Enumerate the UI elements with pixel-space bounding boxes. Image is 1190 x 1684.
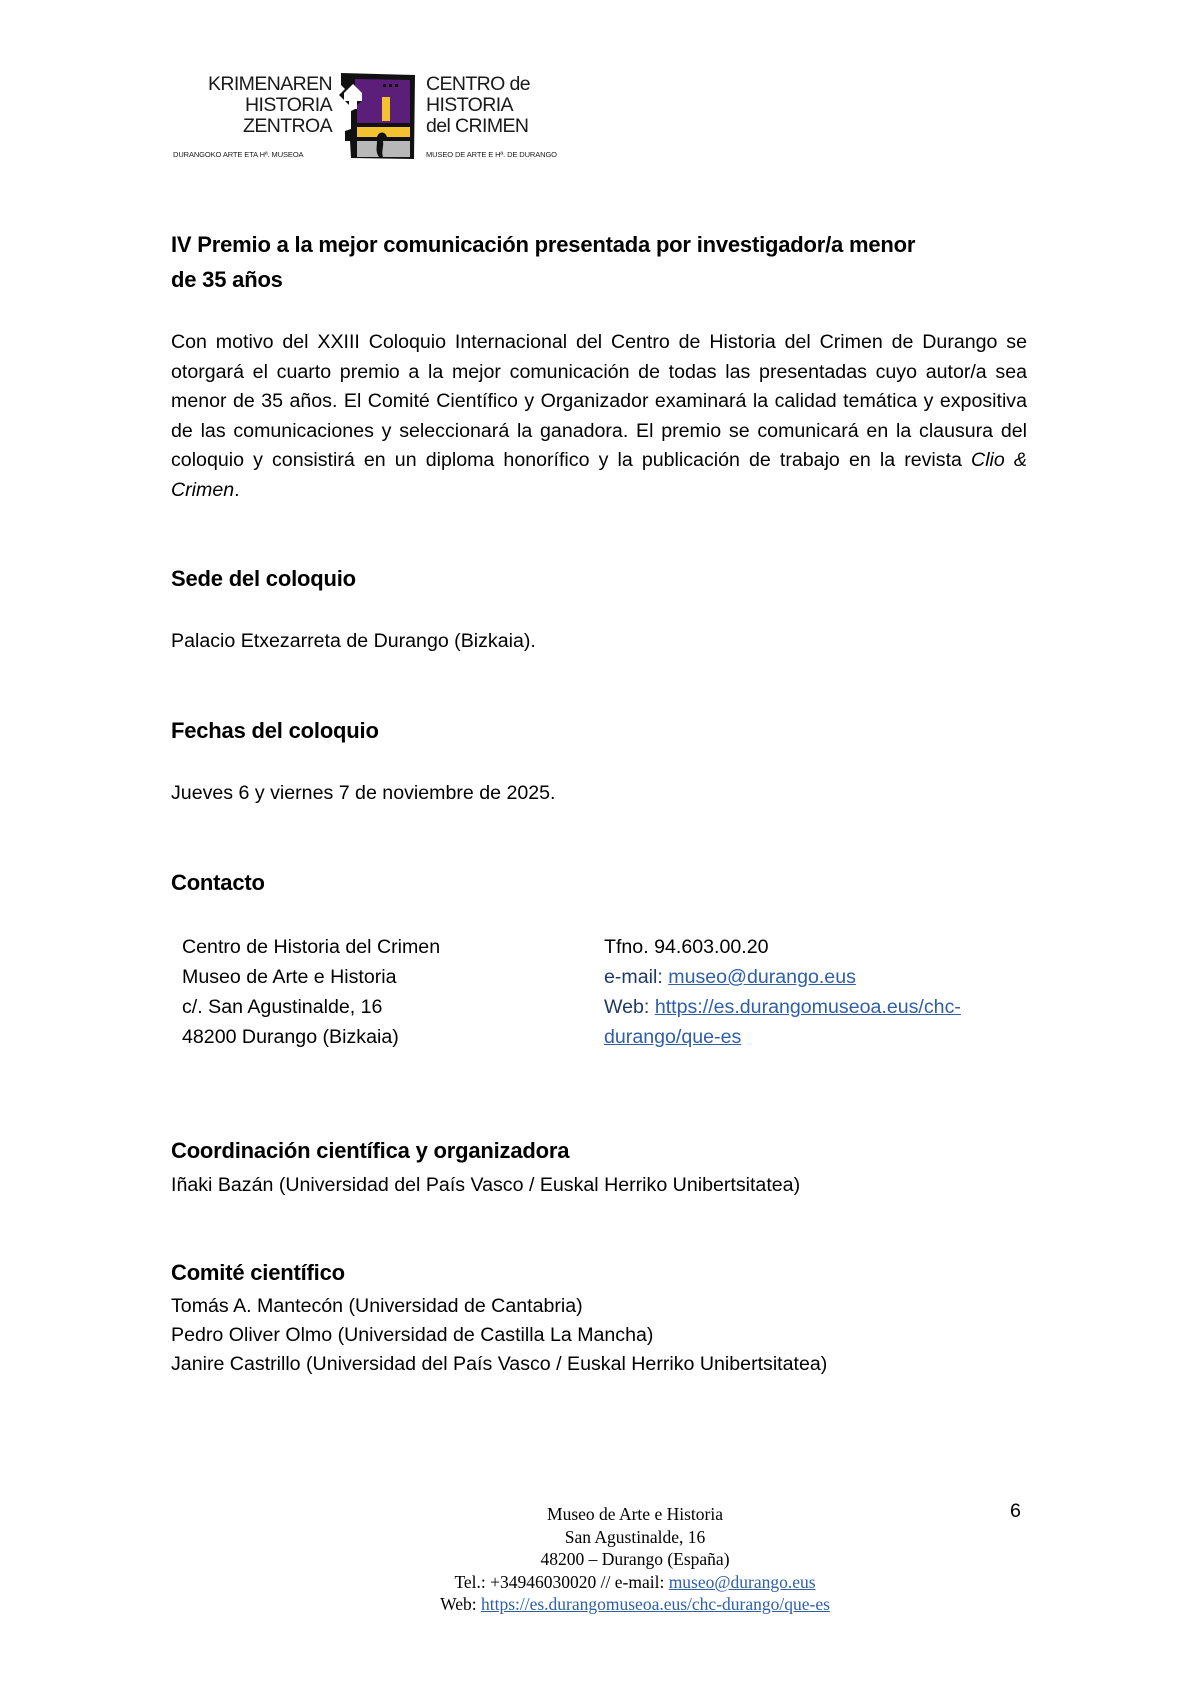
contact-web-row-continued: [604, 1022, 961, 1052]
contact-details: [604, 932, 961, 1052]
logo-left-line: ZENTROA: [243, 115, 332, 137]
logo-spanish-subtitle: MUSEO DE ARTE E Hª. DE DURANGO: [426, 150, 557, 159]
logo-left-line: HISTORIA: [245, 94, 332, 116]
contact-phone: Tfno. 94.603.00.20: [604, 936, 769, 958]
dates-heading: Fechas del coloquio: [171, 718, 379, 743]
footer-tel: Tel.: +34946030020 // e-mail:: [454, 1571, 669, 1592]
email-label: e-mail:: [604, 966, 669, 988]
logo-right-line: del CRIMEN: [426, 115, 529, 137]
logo-right-line: HISTORIA: [426, 94, 513, 116]
footer-line: Museo de Arte e Historia: [547, 1504, 723, 1524]
contact-web-link[interactable]: https://es.durangomuseoa.eus/chc-: [654, 996, 961, 1018]
venue-heading: Sede del coloquio: [171, 566, 356, 591]
footer-web-line: [300, 1593, 970, 1616]
prize-body-text: Con motivo del XXIII Coloquio Internacional del Centro de Historia del Crimen de Durango se otorgará el cuarto premio a la mejor comunicación de todas las presentadas cuyo autor/a sea menor de 35 años. El Comité Científico y Organizador examinará la calidad temática y expositiva de las comunicaciones y seleccionará la ganadora. El premio se comunicará en la clausura del coloquio y consistirá en un diploma honorífico y la publicación de trabajo en la revista: [171, 331, 1027, 471]
dates-text: Jueves 6 y viernes 7 de noviembre de 2025.: [171, 782, 556, 804]
web-label: Web:: [604, 996, 655, 1018]
contact-web-link-continued[interactable]: durango/que-es: [604, 1026, 742, 1048]
address-line: Museo de Arte e Historia: [182, 966, 397, 988]
page-number: 6: [1010, 1500, 1021, 1522]
journal-title: Clio & Crimen: [171, 449, 1027, 501]
museum-logo: [170, 68, 590, 168]
committee-member: Tomás A. Mantecón (Universidad de Cantabria): [171, 1295, 583, 1317]
coordination-heading: Coordinación científica y organizadora: [171, 1138, 570, 1163]
contact-web-row: [604, 992, 961, 1022]
committee-heading: Comité científico: [171, 1260, 345, 1285]
page-footer: [300, 1503, 970, 1616]
prize-body-end: .: [234, 478, 240, 501]
venue-text: Palacio Etxezarreta de Durango (Bizkaia).: [171, 630, 536, 652]
footer-line: 48200 – Durango (España): [540, 1549, 730, 1569]
contact-address: [182, 932, 440, 1052]
prize-heading-line1: IV Premio a la mejor comunicación presentada por investigador/a menor: [171, 232, 916, 257]
logo-right-line: CENTRO de: [426, 73, 531, 95]
logo-basque-name: [190, 74, 332, 137]
footer-email-link[interactable]: museo@durango.eus: [668, 1571, 816, 1592]
address-line: c/. San Agustinalde, 16: [182, 996, 383, 1018]
committee-member: Janire Castrillo (Universidad del País Vasco / Euskal Herriko Unibertsitatea): [171, 1353, 828, 1375]
address-line: 48200 Durango (Bizkaia): [182, 1026, 399, 1048]
coordinator-name: Iñaki Bazán (Universidad del País Vasco / Euskal Herriko Unibertsitatea): [171, 1174, 801, 1196]
contact-email-link[interactable]: museo@durango.eus: [668, 966, 856, 988]
prize-paragraph: [171, 328, 1027, 505]
contact-email-row: [604, 962, 961, 992]
logo-basque-subtitle: DURANGOKO ARTE ETA Hª. MUSEOA: [173, 150, 304, 159]
castle-emblem-icon: [335, 71, 417, 161]
footer-contact-line: [300, 1571, 970, 1594]
logo-left-line: KRIMENAREN: [207, 73, 332, 95]
prize-heading-line2: de 35 años: [171, 267, 283, 292]
contact-heading: Contacto: [171, 870, 265, 895]
footer-line: San Agustinalde, 16: [564, 1526, 706, 1547]
logo-spanish-name: [426, 74, 530, 137]
committee-member: Pedro Oliver Olmo (Universidad de Castilla La Mancha): [171, 1324, 654, 1346]
address-line: Centro de Historia del Crimen: [182, 936, 441, 958]
footer-web-link[interactable]: https://es.durangomuseoa.eus/chc-durango/que-es: [480, 1594, 830, 1614]
footer-web-label: Web:: [440, 1594, 481, 1614]
